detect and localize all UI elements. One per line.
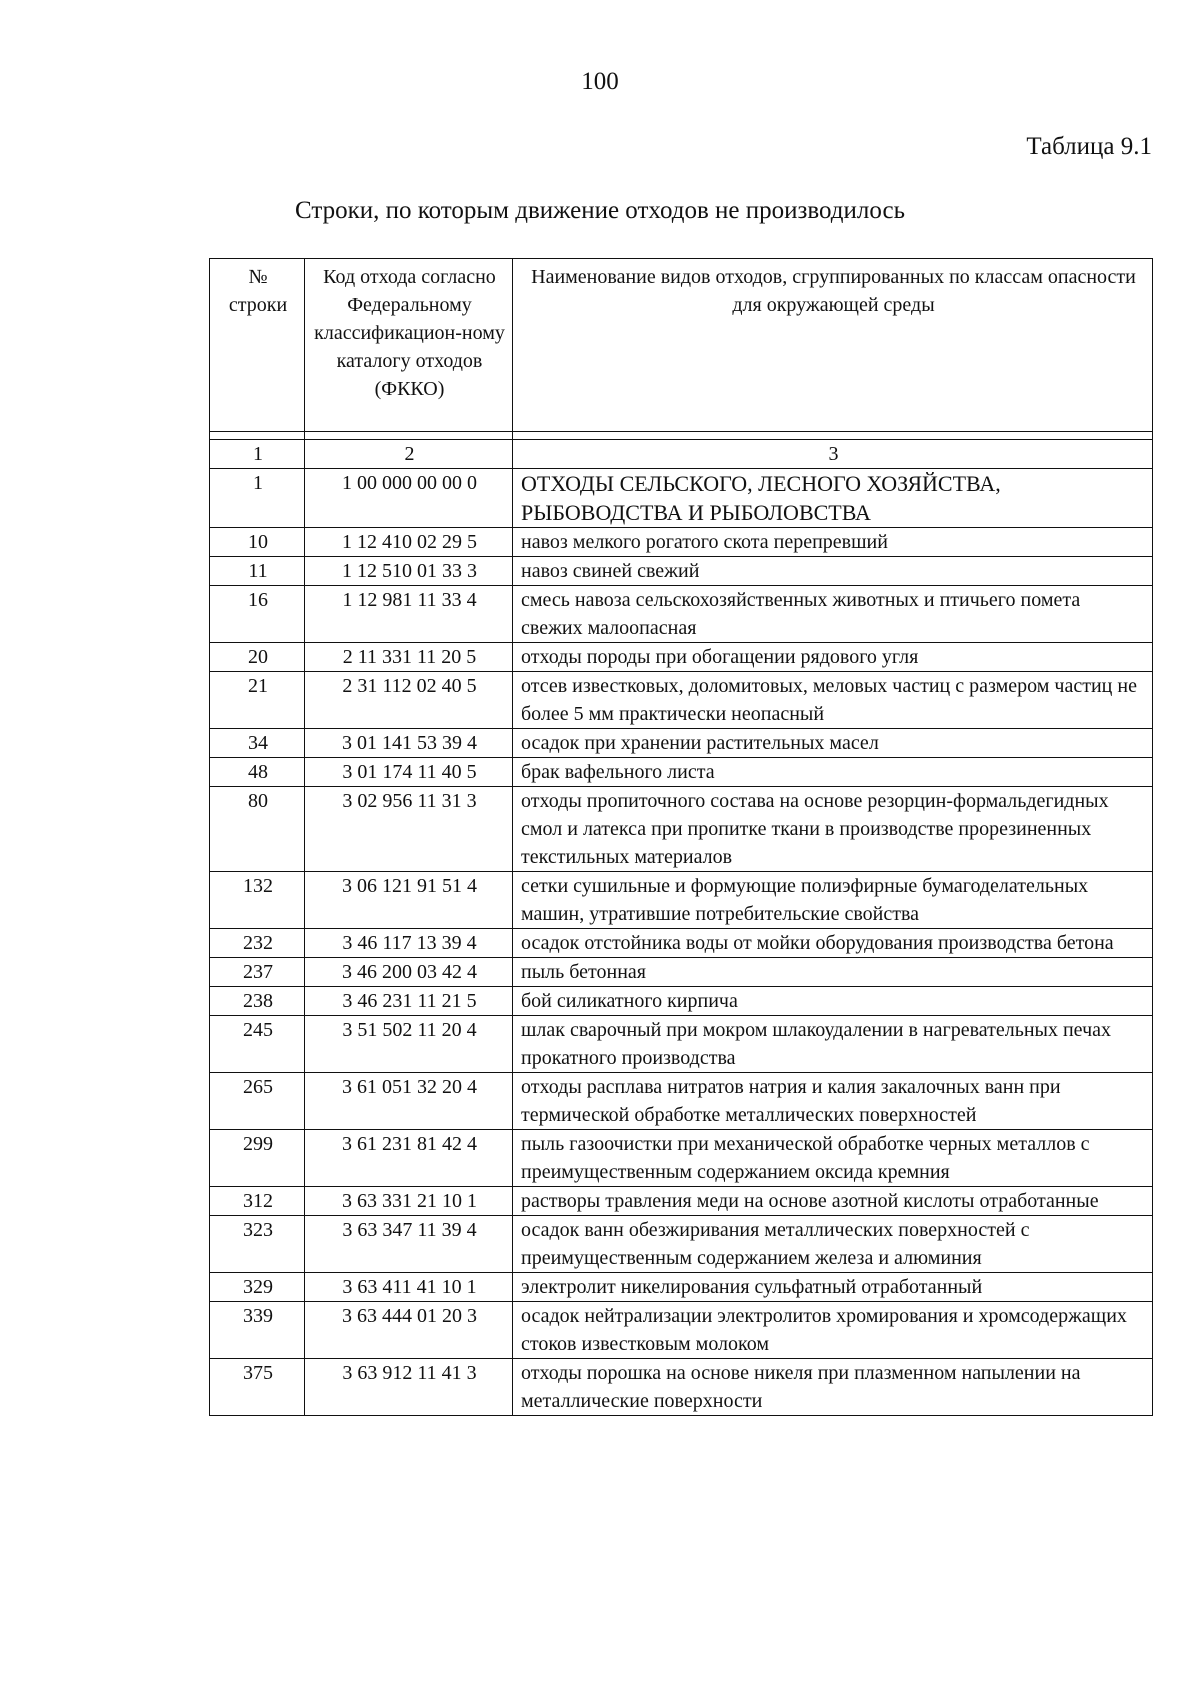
table-row: [210, 1073, 1153, 1130]
table-row: [210, 643, 1153, 672]
column-number: 2: [305, 440, 513, 469]
row-number: 312: [210, 1187, 305, 1216]
waste-code: 3 63 411 41 10 1: [305, 1273, 513, 1302]
row-number: 339: [210, 1302, 305, 1359]
waste-name: бой силикатного кирпича: [513, 987, 1153, 1016]
row-number: 265: [210, 1073, 305, 1130]
header-row-number: № строки: [210, 259, 305, 432]
table-row: [210, 557, 1153, 586]
document-title: Строки, по которым движение отходов не производилось: [295, 197, 905, 224]
waste-code: 2 31 112 02 40 5: [305, 672, 513, 729]
waste-table: [209, 258, 1153, 1416]
waste-name: отходы порошка на основе никеля при плазменном напылении на металлические поверхности: [513, 1359, 1153, 1416]
waste-name: навоз мелкого рогатого скота перепревший: [513, 528, 1153, 557]
waste-code: 3 46 117 13 39 4: [305, 929, 513, 958]
waste-code: 3 46 200 03 42 4: [305, 958, 513, 987]
waste-code: 3 63 347 11 39 4: [305, 1216, 513, 1273]
waste-code: 1 12 510 01 33 3: [305, 557, 513, 586]
row-number: 20: [210, 643, 305, 672]
waste-name: смесь навоза сельскохозяйственных животных и птичьего помета свежих малоопасная: [513, 586, 1153, 643]
row-number: 299: [210, 1130, 305, 1187]
row-number: 34: [210, 729, 305, 758]
row-number: 21: [210, 672, 305, 729]
table-row: [210, 1130, 1153, 1187]
waste-code: 2 11 331 11 20 5: [305, 643, 513, 672]
table-row: [210, 787, 1153, 872]
table-row: [210, 1359, 1153, 1416]
row-number: 238: [210, 987, 305, 1016]
waste-code: 3 61 051 32 20 4: [305, 1073, 513, 1130]
table-row: [210, 1016, 1153, 1073]
waste-code: 3 51 502 11 20 4: [305, 1016, 513, 1073]
table-row: [210, 1216, 1153, 1273]
waste-name: брак вафельного листа: [513, 758, 1153, 787]
row-number: 375: [210, 1359, 305, 1416]
table-label: Таблица 9.1: [1026, 133, 1152, 160]
table-row: [210, 1302, 1153, 1359]
waste-code: 3 06 121 91 51 4: [305, 872, 513, 929]
waste-name: электролит никелирования сульфатный отработанный: [513, 1273, 1153, 1302]
waste-name: осадок ванн обезжиривания металлических поверхностей с преимущественным содержанием железа и алюминия: [513, 1216, 1153, 1273]
waste-name: растворы травления меди на основе азотной кислоты отработанные: [513, 1187, 1153, 1216]
waste-name: шлак сварочный при мокром шлакоудалении в нагревательных печах прокатного производства: [513, 1016, 1153, 1073]
row-number: 11: [210, 557, 305, 586]
waste-name: осадок отстойника воды от мойки оборудования производства бетона: [513, 929, 1153, 958]
table-row: [210, 729, 1153, 758]
table-row: [210, 929, 1153, 958]
table-row: [210, 1187, 1153, 1216]
waste-code: 1 12 981 11 33 4: [305, 586, 513, 643]
waste-name: отходы пропиточного состава на основе резорцин-формальдегидных смол и латекса при пропитке ткани в производстве прорезиненных текстильных материалов: [513, 787, 1153, 872]
page-number: 100: [581, 68, 619, 95]
waste-code: 3 02 956 11 31 3: [305, 787, 513, 872]
waste-name: отходы расплава нитратов натрия и калия закалочных ванн при термической обработке металлических поверхностей: [513, 1073, 1153, 1130]
waste-code: 3 63 444 01 20 3: [305, 1302, 513, 1359]
table-row: [210, 758, 1153, 787]
waste-code: 3 61 231 81 42 4: [305, 1130, 513, 1187]
waste-code: 1 12 410 02 29 5: [305, 528, 513, 557]
table-row: [210, 872, 1153, 929]
waste-name: навоз свиней свежий: [513, 557, 1153, 586]
waste-code: 1 00 000 00 00 0: [305, 469, 513, 528]
waste-name: пыль газоочистки при механической обработке черных металлов с преимущественным содержанием оксида кремния: [513, 1130, 1153, 1187]
table-row: [210, 958, 1153, 987]
table-row: [210, 672, 1153, 729]
waste-name: осадок при хранении растительных масел: [513, 729, 1153, 758]
waste-name: осадок нейтрализации электролитов хромирования и хромсодержащих стоков известковым молоком: [513, 1302, 1153, 1359]
row-number: 132: [210, 872, 305, 929]
row-number: 232: [210, 929, 305, 958]
table-row: [210, 586, 1153, 643]
table-row: [210, 987, 1153, 1016]
row-number: 323: [210, 1216, 305, 1273]
waste-name: пыль бетонная: [513, 958, 1153, 987]
row-number: 16: [210, 586, 305, 643]
waste-name: ОТХОДЫ СЕЛЬСКОГО, ЛЕСНОГО ХОЗЯЙСТВА, РЫБОВОДСТВА И РЫБОЛОВСТВА: [513, 469, 1153, 528]
column-numbers-row: [210, 440, 1153, 469]
waste-code: 3 46 231 11 21 5: [305, 987, 513, 1016]
row-number: 1: [210, 469, 305, 528]
table-header-row: [210, 259, 1153, 432]
row-number: 329: [210, 1273, 305, 1302]
waste-code: 3 01 141 53 39 4: [305, 729, 513, 758]
waste-name: отсев известковых, доломитовых, меловых частиц с размером частиц не более 5 мм практически неопасный: [513, 672, 1153, 729]
waste-code: 3 01 174 11 40 5: [305, 758, 513, 787]
column-number: 3: [513, 440, 1153, 469]
column-number: 1: [210, 440, 305, 469]
table-row: [210, 1273, 1153, 1302]
row-number: 48: [210, 758, 305, 787]
row-number: 245: [210, 1016, 305, 1073]
row-number: 80: [210, 787, 305, 872]
header-waste-name: Наименование видов отходов, сгруппированных по классам опасности для окружающей среды: [513, 259, 1153, 432]
header-separator: [210, 432, 1153, 440]
table-row: [210, 469, 1153, 528]
row-number: 237: [210, 958, 305, 987]
waste-name: сетки сушильные и формующие полиэфирные бумагоделательных машин, утратившие потребительские свойства: [513, 872, 1153, 929]
waste-code: 3 63 331 21 10 1: [305, 1187, 513, 1216]
waste-code: 3 63 912 11 41 3: [305, 1359, 513, 1416]
waste-name: отходы породы при обогащении рядового угля: [513, 643, 1153, 672]
header-waste-code: Код отхода согласно Федеральному классификацион-ному каталогу отходов (ФККО): [305, 259, 513, 432]
row-number: 10: [210, 528, 305, 557]
table-row: [210, 528, 1153, 557]
